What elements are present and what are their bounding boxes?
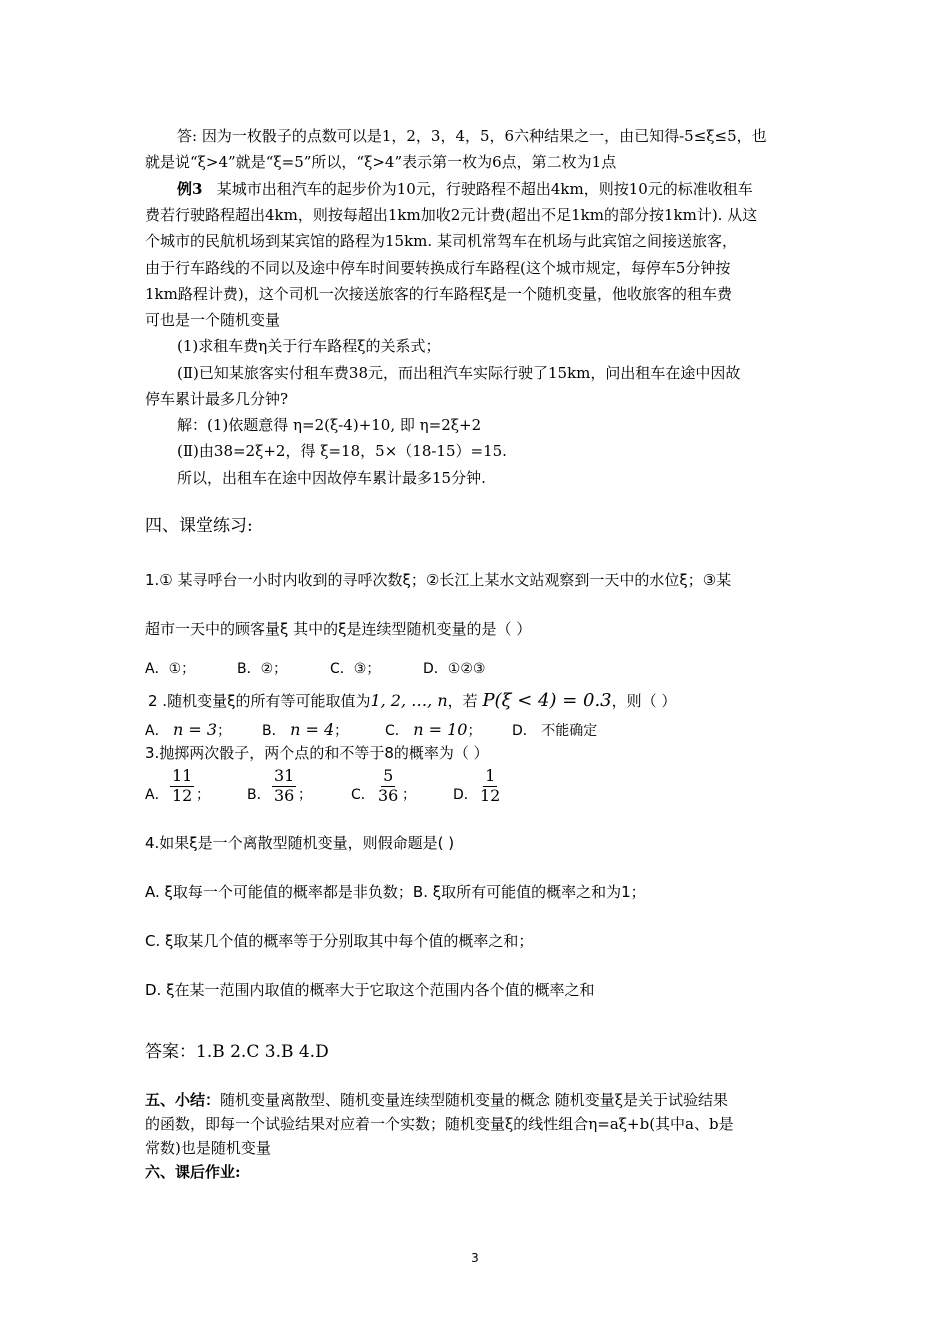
q4-stem: 4.如果ξ是一个离散型随机变量，则假命题是( )	[145, 834, 455, 852]
q3-option-c-suffix: ；	[402, 787, 416, 803]
q2-stem-values: 1, 2, …, n	[370, 691, 448, 710]
q4-option-c: C. ξ取某几个值的概率等于分别取其中每个值的概率之和；	[145, 932, 534, 950]
answer-key: 答案：1.B 2.C 3.B 4.D	[145, 1042, 329, 1062]
q2-option-c-suffix: ；	[467, 723, 482, 739]
example3-solution-3: 所以，出租车在途中因故停车累计最多15分钟.	[177, 469, 486, 487]
q1-option-c: C．③；	[330, 661, 381, 677]
example3-question-2-cont: 停车累计最多几分钟?	[145, 390, 289, 408]
q2-option-d-label: D．	[512, 723, 537, 739]
q2-option-a	[145, 720, 231, 740]
q2-stem-end: ，则（ ）	[611, 692, 677, 710]
q3-option-d-numerator: 1	[485, 766, 496, 785]
q3-option-c-fraction	[376, 768, 400, 805]
summary-text: 随机变量离散型、随机变量连续型随机变量的概念 随机变量ξ是关于试验结果	[220, 1091, 729, 1109]
q3-option-d-denominator: 12	[480, 785, 501, 805]
q3-option-b-suffix: ；	[298, 787, 312, 803]
q3-option-d-label: D．	[453, 787, 478, 803]
q2-stem	[148, 690, 676, 712]
example3-solution-2: (Ⅱ)由38=2ξ+2，得 ξ=18，5×（18-15）=15.	[177, 442, 507, 460]
q1-option-d: D．①②③	[423, 661, 486, 677]
q2-option-a-suffix: ；	[217, 723, 232, 739]
q3-option-a-label: A．	[145, 787, 169, 803]
q2-option-d	[512, 720, 597, 740]
answer-line-2: 就是说“ξ>4”就是“ξ=5”所以，“ξ>4”表示第一枚为6点，第二枚为1点	[145, 153, 617, 171]
example3-question-1: (1)求租车费η关于行车路程ξ的关系式；	[177, 337, 441, 355]
example3-solution-1: 解：(1)依题意得 η=2(ξ-4)+10, 即 η=2ξ+2	[177, 416, 482, 434]
q3-option-a-numerator: 11	[172, 766, 193, 785]
example3-line-1	[177, 180, 753, 198]
q3-option-b-numerator: 31	[274, 766, 295, 785]
q3-option-b-label: B．	[247, 787, 271, 803]
example3-line-3: 个城市的民航机场到某宾馆的路程为15km. 某司机常驾车在机场与此宾馆之间接送旅客，	[145, 232, 737, 250]
example3-question-2: (Ⅱ)已知某旅客实付租车费38元，而出租汽车实际行驶了15km，问出租车在途中因故	[177, 364, 741, 382]
example3-line-4: 由于行车路线的不同以及途中停车时间要转换成行车路程(这个城市规定，每停车5分钟按	[145, 259, 731, 277]
q3-option-b-denominator: 36	[274, 785, 295, 805]
q2-option-c	[385, 720, 481, 740]
q3-option-c-denominator: 36	[378, 785, 399, 805]
q2-option-c-label: C．	[385, 723, 409, 739]
q2-option-b-math: n = 4	[290, 720, 335, 739]
example3-line-6: 可也是一个随机变量	[145, 311, 281, 329]
q2-option-b-suffix: ；	[334, 723, 349, 739]
q3-option-b-fraction	[272, 768, 296, 805]
q3-option-c-label: C．	[351, 787, 375, 803]
example3-text: 某城市出租汽车的起步价为10元，行驶路程不超出4km，则按10元的标准收租车	[216, 180, 753, 198]
q3-option-a-denominator: 12	[172, 785, 193, 805]
q1-line-2: 超市一天中的顾客量ξ 其中的ξ是连续型随机变量的是（ ）	[145, 620, 532, 638]
q2-stem-probability: P(ξ < 4) = 0.3	[482, 690, 612, 711]
example3-line-5: 1km路程计费)，这个司机一次接送旅客的行车路程ξ是一个随机变量，他收旅客的租车费	[145, 285, 732, 303]
q2-option-a-math: n = 3	[173, 720, 218, 739]
q1-option-b: B．②；	[237, 661, 288, 677]
q2-option-d-suffix: 不能确定	[541, 723, 598, 739]
q4-options-ab: A. ξ取每一个可能值的概率都是非负数；B. ξ取所有可能值的概率之和为1；	[145, 883, 646, 901]
q3-option-c-numerator: 5	[383, 766, 394, 785]
answer-line-1: 答: 因为一枚骰子的点数可以是1，2，3，4，5，6六种结果之一，由已知得-5≤ξ≤5，也	[177, 127, 767, 145]
q2-option-b-label: B．	[262, 723, 286, 739]
summary-line-1	[145, 1091, 728, 1109]
summary-line-3: 常数)也是随机变量	[145, 1139, 271, 1157]
summary-label: 五、小结：	[145, 1091, 221, 1109]
section4-heading: 四、课堂练习:	[145, 516, 253, 536]
q2-stem-text: 2 .随机变量ξ的所有等可能取值为	[148, 692, 371, 710]
example3-label: 例3	[177, 180, 203, 198]
q2-stem-comma: ，若	[447, 692, 478, 710]
q4-option-d: D. ξ在某一范围内取值的概率大于它取这个范围内各个值的概率之和	[145, 981, 595, 999]
page-number: 3	[471, 1251, 479, 1265]
q3-option-a-fraction	[170, 768, 194, 805]
q2-option-a-label: A．	[145, 723, 169, 739]
q1-option-a: A．①；	[145, 661, 196, 677]
q3-option-a-suffix: ；	[196, 787, 210, 803]
example3-line-2: 费若行驶路程超出4km，则按每超出1km加收2元计费(超出不足1km的部分按1km计). 从这	[145, 206, 758, 224]
q2-option-c-math: n = 10	[413, 720, 468, 739]
q2-option-b	[262, 720, 348, 740]
homework-heading: 六、课后作业:	[145, 1163, 241, 1181]
q1-line-1: 1.① 某寻呼台一小时内收到的寻呼次数ξ；②长江上某水文站观察到一天中的水位ξ；③某	[145, 571, 732, 589]
summary-line-2: 的函数，即每一个试验结果对应着一个实数；随机变量ξ的线性组合η=aξ+b(其中a、b是	[145, 1115, 734, 1133]
q3-option-d-fraction	[478, 768, 502, 805]
q3-stem: 3.抛掷两次骰子，两个点的和不等于8的概率为（ ）	[145, 744, 489, 762]
